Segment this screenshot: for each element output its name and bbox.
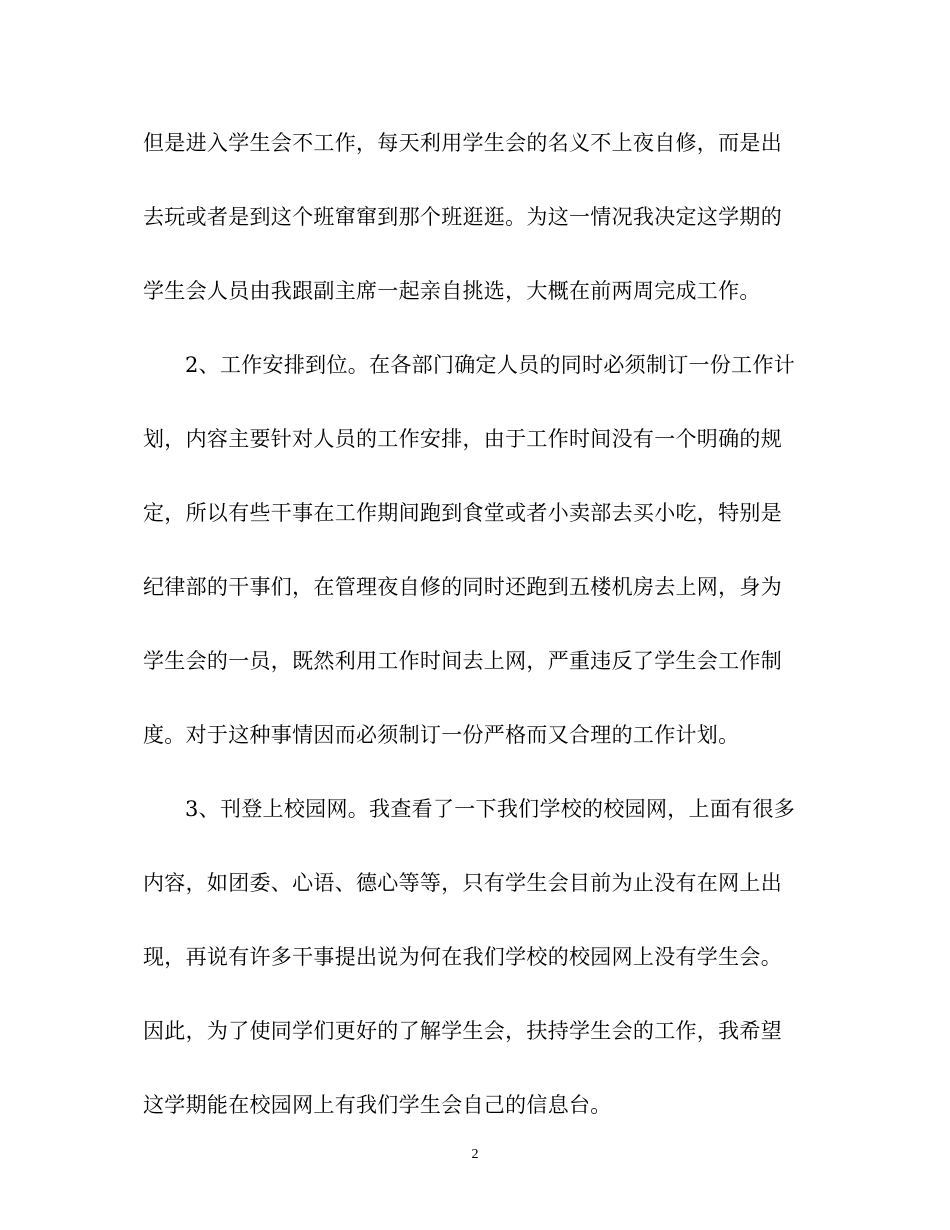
- text-line: 内容，如团委、心语、德心等等，只有学生会目前为止没有在网上出: [143, 871, 782, 895]
- paragraph-start-line: 3、刊登上校园网。我查看了一下我们学校的校园网，上面有很多: [185, 797, 796, 821]
- text-line: 纪律部的干事们，在管理夜自修的同时还跑到五楼机房去上网，身为: [143, 575, 782, 599]
- text-line: 学生会的一员，既然利用工作时间去上网，严重违反了学生会工作制: [143, 649, 782, 673]
- text-line: 定，所以有些干事在工作期间跑到食堂或者小卖部去买小吃，特别是: [143, 501, 782, 525]
- text-line: 度。对于这种事情因而必须制订一份严格而又合理的工作计划。: [143, 723, 740, 747]
- text-line: 现，再说有许多干事提出说为何在我们学校的校园网上没有学生会。: [143, 945, 782, 969]
- page-number: 2: [471, 1147, 479, 1162]
- text-line: 因此，为了使同学们更好的了解学生会，扶持学生会的工作，我希望: [143, 1019, 782, 1043]
- text-line: 学生会人员由我跟副主席一起亲自挑选，大概在前两周完成工作。: [143, 279, 761, 303]
- paragraph-start-line: 2、工作安排到位。在各部门确定人员的同时必须制订一份工作计: [185, 353, 796, 377]
- text-line: 这学期能在校园网上有我们学生会自己的信息台。: [143, 1093, 612, 1117]
- text-line: 但是进入学生会不工作，每天利用学生会的名义不上夜自修，而是出: [143, 131, 782, 155]
- text-line: 去玩或者是到这个班窜窜到那个班逛逛。为这一情况我决定这学期的: [143, 205, 782, 229]
- text-line: 划，内容主要针对人员的工作安排，由于工作时间没有一个明确的规: [143, 427, 782, 451]
